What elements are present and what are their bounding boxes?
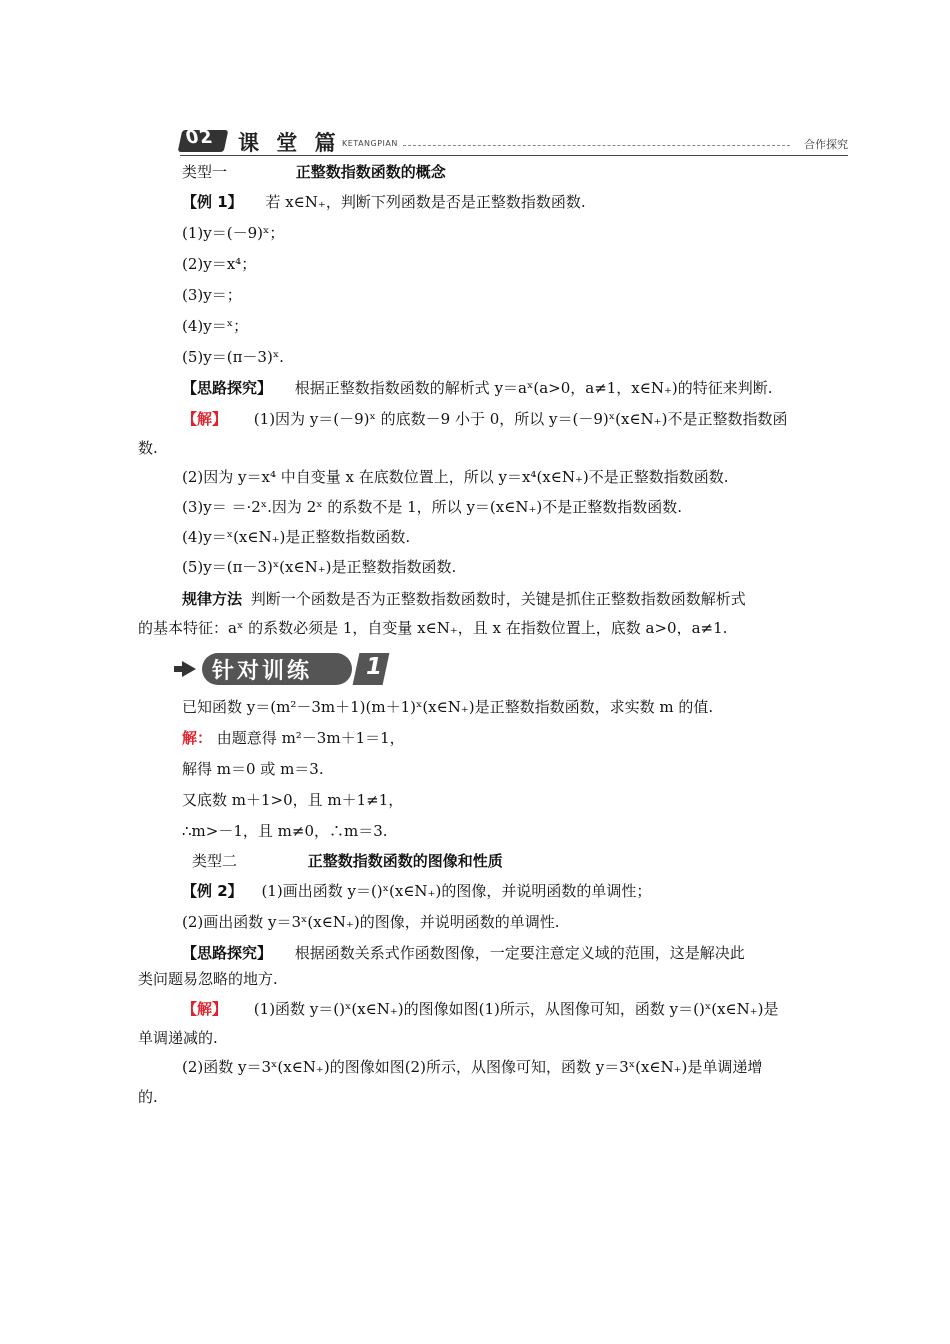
solution-line: [182, 408, 787, 430]
list-item: (2)y＝x⁴；: [182, 255, 257, 273]
practice-banner: [182, 651, 398, 687]
solution-tag: 【解】: [182, 1000, 228, 1018]
idea-text: 类问题易忽略的地方.: [138, 970, 278, 988]
solution-line: (2)因为 y＝x⁴ 中自变量 x 在底数位置上，所以 y＝x⁴(x∈N₊)不是正整数指数函数.: [182, 468, 729, 486]
type-title: 正整数指数函数的概念: [295, 163, 446, 181]
solution-line: 的.: [138, 1088, 158, 1106]
idea-tag: 【思路探究】: [182, 944, 273, 962]
rule-text: 判断一个函数是否为正整数指数函数时，关键是抓住正整数指数函数解析式: [250, 590, 746, 608]
example-1-stem: [182, 191, 586, 213]
solution-line: (5)y＝(π－3)ˣ(x∈N₊)是正整数指数函数.: [182, 558, 457, 576]
solution-tag: 解：: [182, 729, 213, 747]
solution-line: (4)y＝ˣ(x∈N₊)是正整数指数函数.: [182, 528, 411, 546]
idea-text: 根据函数关系式作函数图像，一定要注意定义域的范围，这是解决此: [294, 944, 745, 962]
example-text: (1)画出函数 y＝()ˣ(x∈N₊)的图像，并说明函数的单调性；: [261, 882, 652, 900]
rule-tag: 规律方法: [182, 590, 243, 608]
example-tag: 【例 1】: [182, 193, 243, 211]
solution-text: (1)因为 y＝(－9)ˣ 的底数－9 小于 0，所以 y＝(－9)ˣ(x∈N₊)不是正整数指数函: [253, 410, 788, 428]
solution-line: 数.: [138, 439, 158, 457]
arrow-right-icon: [182, 661, 196, 677]
solution-line: (3)y＝ ＝·2ˣ.因为 2ˣ 的系数不是 1，所以 y＝(x∈N₊)不是正整数指数函数.: [182, 498, 682, 516]
list-item: (4)y＝ˣ；: [182, 317, 249, 335]
section-tag: 合作探究: [804, 138, 848, 151]
dashed-divider: [403, 145, 790, 146]
type-title: 正整数指数函数的图像和性质: [307, 852, 503, 870]
practice-solution-line: [182, 727, 405, 749]
solution-line: [182, 998, 779, 1020]
idea-paragraph: [182, 942, 745, 964]
example-text: 若 x∈N₊，判断下列函数是否是正整数指数函数.: [265, 193, 586, 211]
solution-line: (2)函数 y＝3ˣ(x∈N₊)的图像如图(2)所示，从图像可知，函数 y＝3ˣ(x∈N₊)是单调递增: [182, 1058, 763, 1076]
section-title: 课 堂 篇: [238, 131, 341, 155]
list-item: (3)y＝；: [182, 286, 242, 304]
practice-solution-line: 又底数 m＋1>0，且 m＋1≠1，: [182, 791, 404, 809]
practice-solution-line: ∴m>－1，且 m≠0，∴m＝3.: [182, 822, 388, 840]
practice-number: 1: [366, 654, 383, 680]
header-rule: [180, 155, 848, 156]
list-item: (5)y＝(π－3)ˣ.: [182, 348, 284, 366]
type-heading: [192, 850, 503, 872]
solution-tag: 【解】: [182, 410, 228, 428]
section-banner: [180, 126, 848, 156]
solution-text: (1)函数 y＝()ˣ(x∈N₊)的图像如图(1)所示，从图像可知，函数 y＝()ˣ(x∈N₊)是: [253, 1000, 779, 1018]
rule-paragraph: [182, 588, 746, 610]
practice-label: 针对训练: [212, 659, 313, 684]
practice-solution-line: 解得 m＝0 或 m＝3.: [182, 760, 324, 778]
example-2-stem: [182, 880, 651, 902]
section-subtitle: KETANGPIAN: [342, 139, 398, 148]
type-label: 类型一: [182, 163, 228, 181]
practice-stem: 已知函数 y＝(m²－3m＋1)(m＋1)ˣ(x∈N₊)是正整数指数函数，求实数 m 的值.: [182, 698, 714, 716]
rule-text: 的基本特征：aˣ 的系数必须是 1，自变量 x∈N₊，且 x 在指数位置上，底数 a>0，a≠1.: [138, 619, 728, 637]
type-label: 类型二: [192, 852, 238, 870]
example-text: (2)画出函数 y＝3ˣ(x∈N₊)的图像，并说明函数的单调性.: [182, 913, 560, 931]
type-heading: [182, 161, 446, 183]
idea-text: 根据正整数指数函数的解析式 y＝aˣ(a>0，a≠1，x∈N₊)的特征来判断.: [294, 379, 773, 397]
solution-line: 单调递减的.: [138, 1029, 218, 1047]
idea-paragraph: [182, 377, 773, 399]
idea-tag: 【思路探究】: [182, 379, 273, 397]
solution-text: 由题意得 m²－3m＋1＝1，: [216, 729, 405, 747]
list-item: (1)y＝(－9)ˣ；: [182, 224, 285, 242]
example-tag: 【例 2】: [182, 882, 243, 900]
section-number: 02: [183, 127, 216, 148]
